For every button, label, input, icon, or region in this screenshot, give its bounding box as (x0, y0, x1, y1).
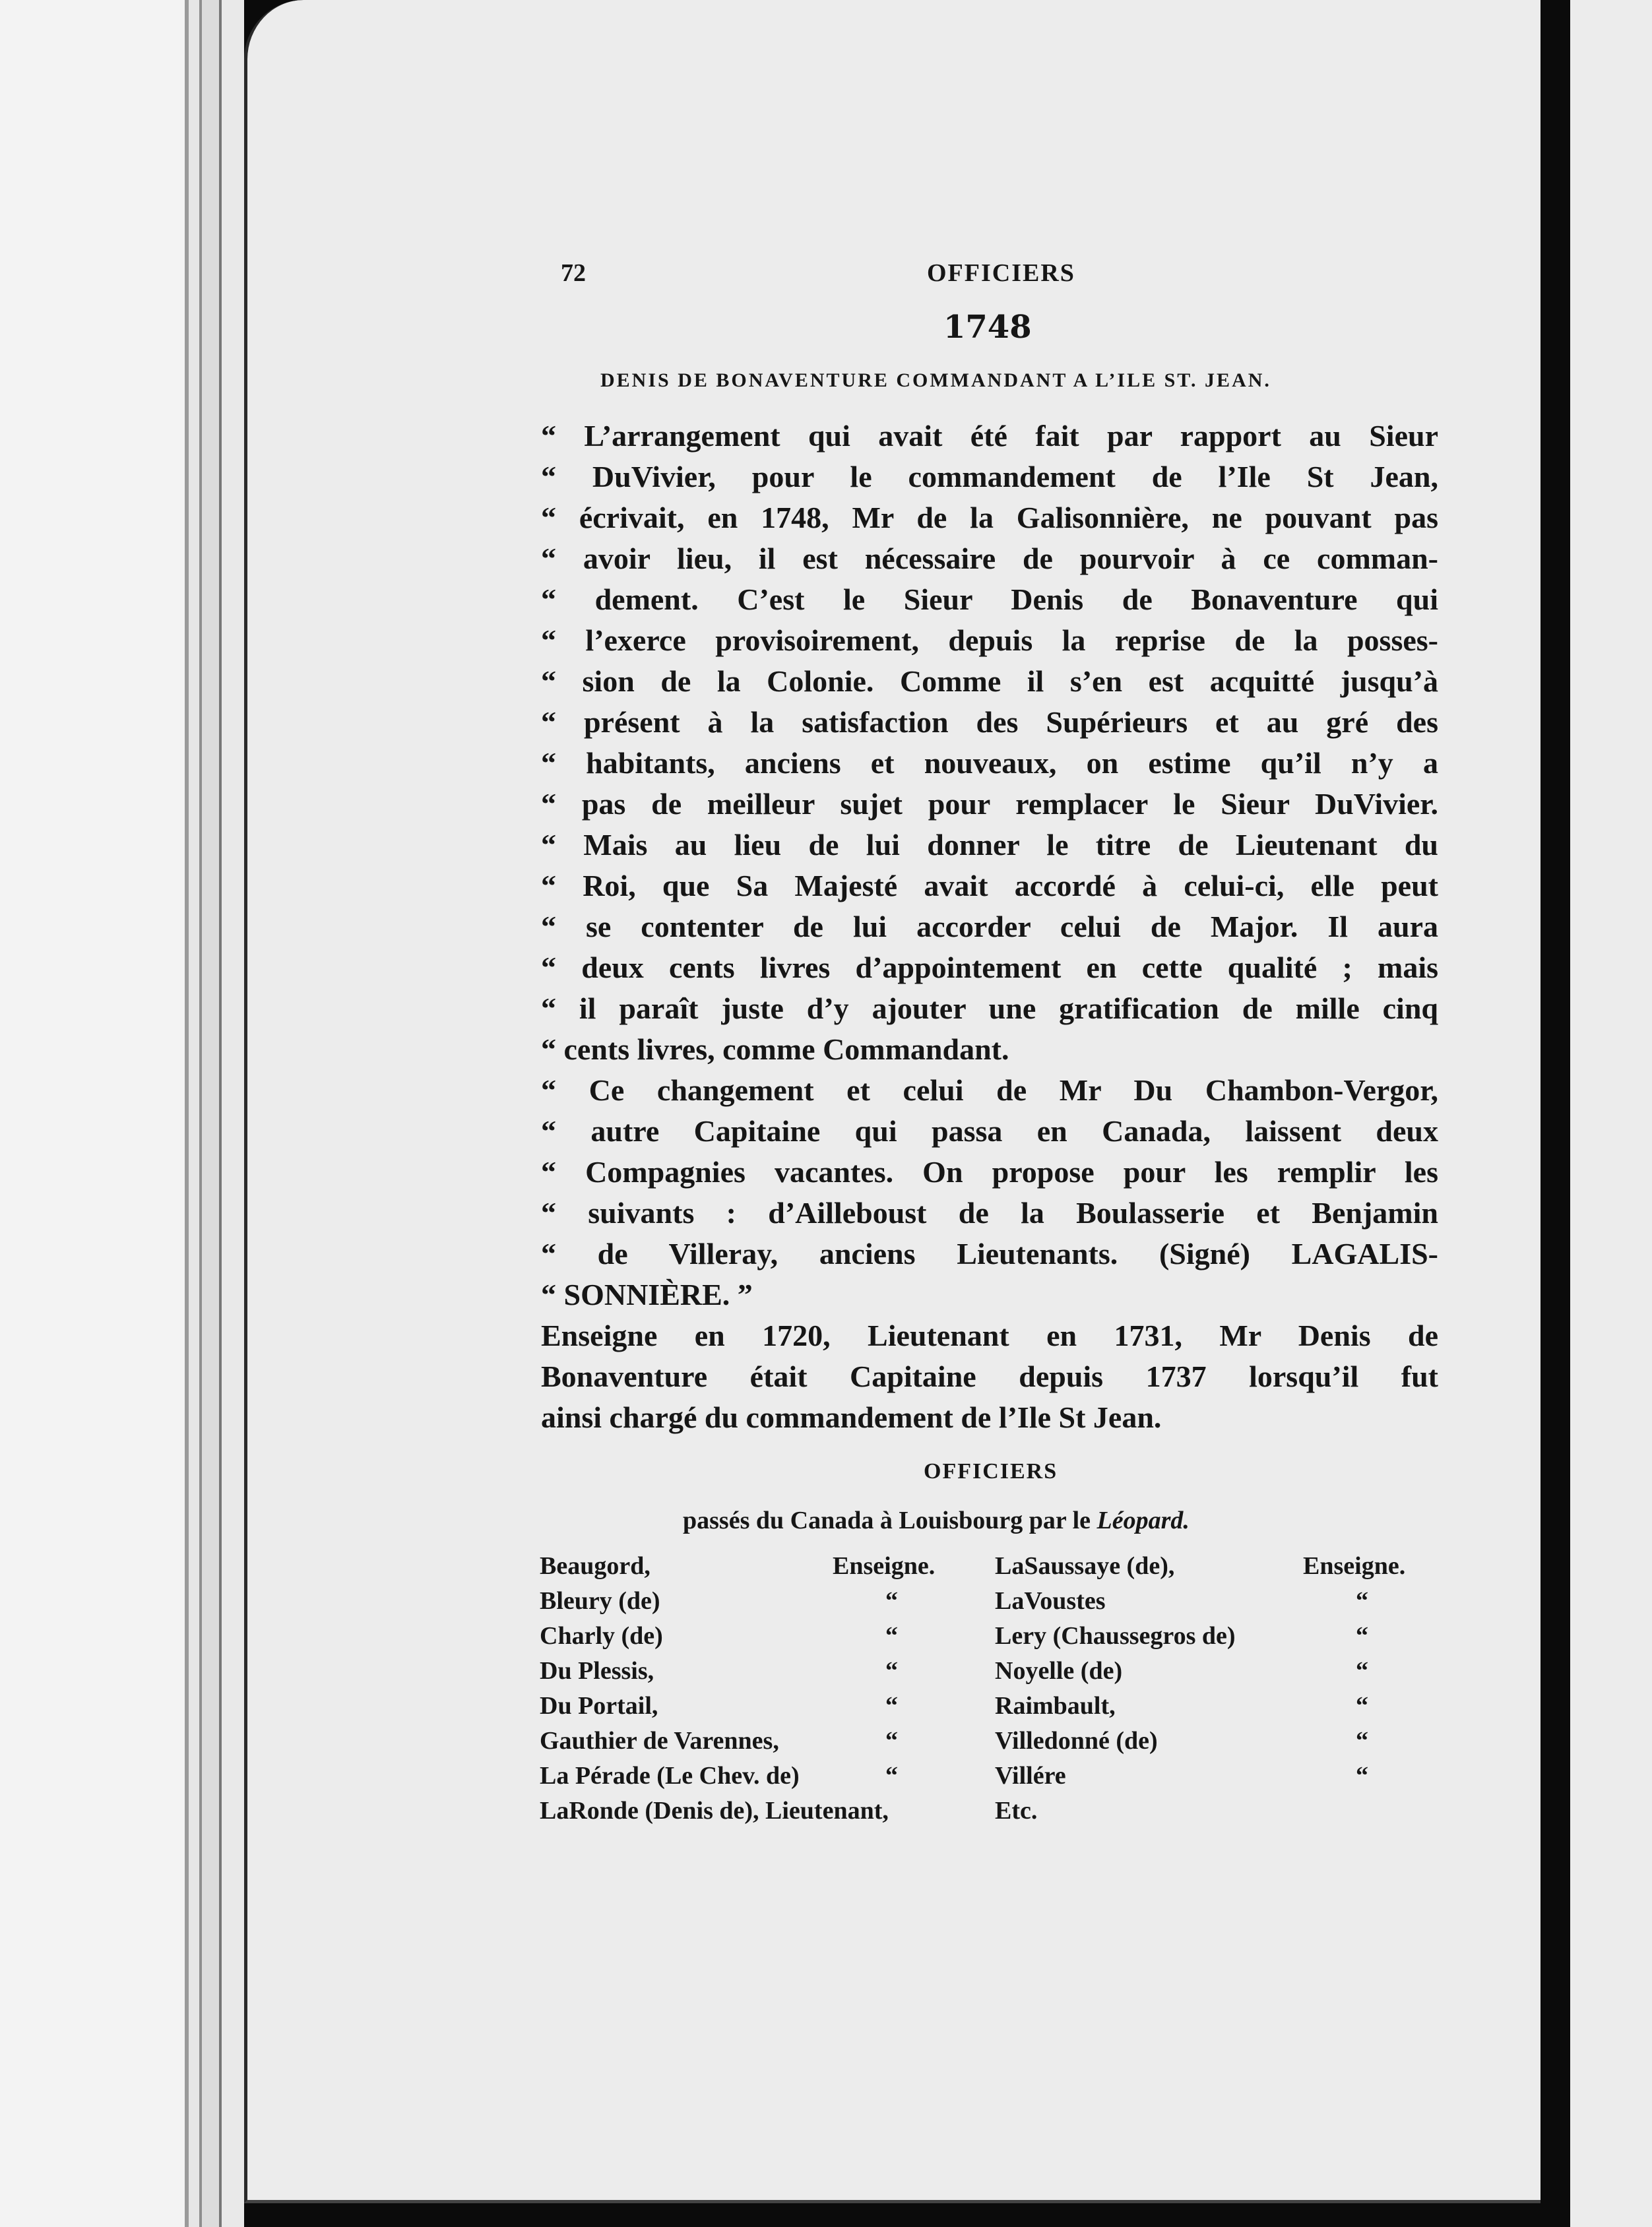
officer-name: Du Plessis, (540, 1657, 654, 1685)
officer-rank: Enseigne. (833, 1552, 936, 1580)
officer-rank: “ (885, 1762, 898, 1790)
quote-line: “ cents livres, comme Commandant. (541, 1032, 1009, 1066)
officers-heading: OFFICIERS (924, 1459, 1058, 1484)
quote-line: “ deux cents livres d’appointement en cette qualité ; mais (541, 951, 1438, 984)
officer-rank: “ (1356, 1692, 1368, 1720)
section-title: DENIS DE BONAVENTURE COMMANDANT A L’ILE ST. JEAN. (600, 369, 1271, 391)
quote-line: “ habitants, anciens et nouveaux, on estime qu’il n’y a (541, 746, 1438, 780)
officer-rank: “ (1356, 1762, 1368, 1790)
quote-line: “ présent à la satisfaction des Supérieurs et au gré des (541, 705, 1438, 739)
quote-line: “ Compagnies vacantes. On propose pour les remplir les (541, 1155, 1438, 1189)
officer-rank: “ (1356, 1622, 1368, 1650)
scan-left-margin (0, 0, 185, 2227)
year-heading: 1748 (943, 309, 1032, 346)
quote-line: “ Roi, que Sa Majesté avait accordé à celui-ci, elle peut (541, 869, 1438, 902)
officer-rank: “ (1356, 1657, 1368, 1685)
officer-name: Raimbault, (995, 1692, 1116, 1720)
ship-name: Léopard. (1096, 1507, 1190, 1534)
officer-name: Villére (995, 1762, 1066, 1790)
paragraph-line: Enseigne en 1720, Lieutenant en 1731, Mr Denis de (541, 1319, 1438, 1352)
officer-rank: “ (885, 1692, 898, 1720)
page-number: 72 (561, 259, 586, 287)
officer-rank: “ (885, 1727, 898, 1755)
paragraph-line: Bonaventure était Capitaine depuis 1737 lorsqu’il fut (541, 1360, 1438, 1393)
officer-name: Noyelle (de) (995, 1657, 1123, 1685)
officer-name: Etc. (995, 1797, 1038, 1825)
officer-name: Bleury (de) (540, 1587, 660, 1615)
officer-name: Lery (Chaussegros de) (995, 1622, 1236, 1650)
quote-line: “ Mais au lieu de lui donner le titre de Lieutenant du (541, 828, 1438, 862)
quote-line: “ L’arrangement qui avait été fait par rapport au Sieur (541, 419, 1438, 453)
quote-line: “ autre Capitaine qui passa en Canada, laissent deux (541, 1114, 1438, 1148)
officer-rank: Enseigne. (1303, 1552, 1406, 1580)
quote-line: “ DuVivier, pour le commandement de l’Ile St Jean, (541, 460, 1438, 493)
quote-line: “ SONNIÈRE. ” (541, 1278, 753, 1311)
quote-line: “ avoir lieu, il est nécessaire de pourvoir à ce comman- (541, 542, 1438, 575)
officer-name: LaRonde (Denis de), Lieutenant, (540, 1797, 889, 1825)
running-head: OFFICIERS (927, 259, 1075, 287)
quote-line: “ dement. C’est le Sieur Denis de Bonaventure qui (541, 582, 1438, 616)
quote-line: “ écrivait, en 1748, Mr de la Galisonnière, ne pouvant pas (541, 501, 1438, 534)
quote-line: “ suivants : d’Ailleboust de la Boulasserie et Benjamin (541, 1196, 1438, 1230)
officer-name: LaSaussaye (de), (995, 1552, 1175, 1580)
officer-name: Du Portail, (540, 1692, 658, 1720)
quote-line: “ Ce changement et celui de Mr Du Chambon-Vergor, (541, 1073, 1438, 1107)
officer-rank: “ (885, 1587, 898, 1615)
paragraph-line: ainsi chargé du commandement de l’Ile St Jean. (541, 1400, 1162, 1434)
quote-line: “ sion de la Colonie. Comme il s’en est acquitté jusqu’à (541, 664, 1438, 698)
page-header (317, 259, 1438, 292)
quote-line: “ se contenter de lui accorder celui de Major. Il aura (541, 910, 1438, 943)
officer-rank: “ (885, 1622, 898, 1650)
officer-rank: “ (885, 1657, 898, 1685)
quote-line: “ de Villeray, anciens Lieutenants. (Signé) LAGALIS- (541, 1237, 1438, 1270)
officer-name: LaVoustes (995, 1587, 1106, 1615)
quote-line: “ il paraît juste d’y ajouter une gratification de mille cinq (541, 991, 1438, 1025)
officer-name: Villedonné (de) (995, 1727, 1158, 1755)
facing-page-edge (1570, 0, 1652, 2227)
officer-name: La Pérade (Le Chev. de) (540, 1762, 800, 1790)
officer-rank: “ (1356, 1727, 1368, 1755)
officers-subheading (683, 1506, 1190, 1535)
officer-name: Beaugord, (540, 1552, 651, 1580)
book-binding-edge (185, 0, 244, 2227)
officer-name: Charly (de) (540, 1622, 663, 1650)
officer-rank: “ (1356, 1587, 1368, 1615)
quote-line: “ pas de meilleur sujet pour remplacer le Sieur DuVivier. (541, 787, 1438, 821)
quote-line: “ l’exerce provisoirement, depuis la reprise de la posses- (541, 623, 1438, 657)
officer-name: Gauthier de Varennes, (540, 1727, 779, 1755)
officers-subheading-text: passés du Canada à Louisbourg par le (683, 1507, 1091, 1534)
